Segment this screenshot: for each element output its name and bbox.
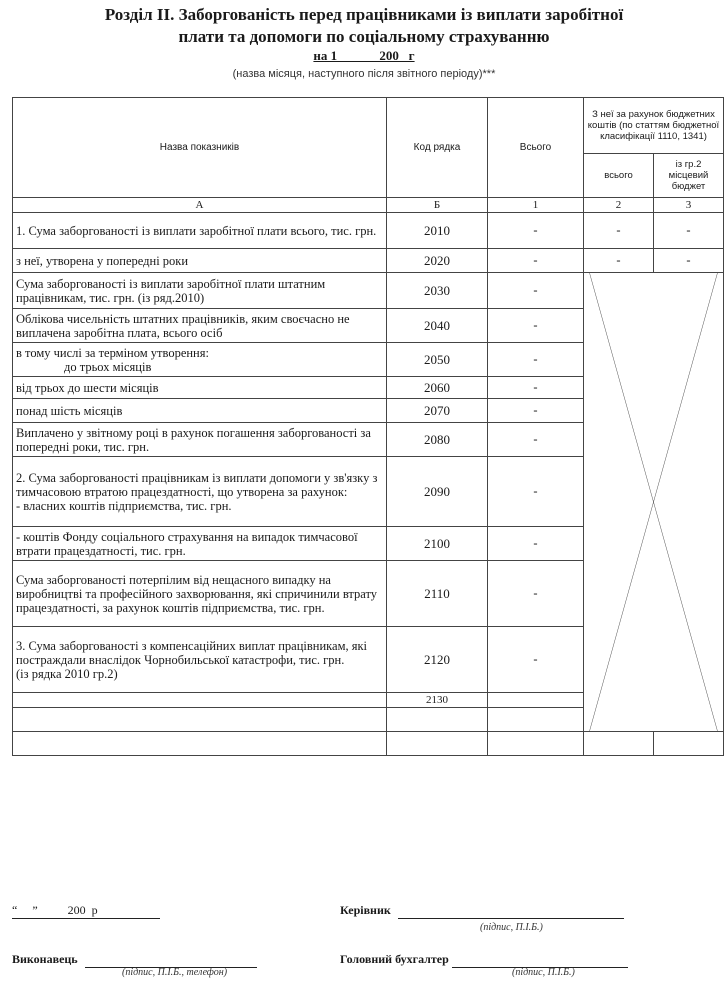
row-name-part: 2. Сума заборгованості працівникам із виплати допомоги у зв'язку з тимчасовою втратою працездатності, що утворена за рахунок: xyxy=(16,470,378,499)
row-total: - xyxy=(488,423,584,457)
empty-cell xyxy=(13,708,387,732)
accountant-label: Головний бухгалтер xyxy=(340,952,449,966)
row-name xyxy=(13,627,387,693)
row-code: 2090 xyxy=(387,457,488,527)
date-note: (назва місяця, наступного після звітного періоду)*** xyxy=(232,68,496,80)
row-total: - xyxy=(488,249,584,273)
row-name: понад шість місяців xyxy=(13,399,387,423)
row-code: 2020 xyxy=(387,249,488,273)
col-header-budget-local: із гр.2 місцевий бюджет xyxy=(654,154,724,198)
col-header-code: Код рядка xyxy=(387,98,488,198)
empty-cell xyxy=(387,732,488,756)
row-code: 2100 xyxy=(387,527,488,561)
executor-caption: (підпис, П.І.Б., телефон) xyxy=(122,967,228,978)
row-code: 2050 xyxy=(387,343,488,377)
col-letter: Б xyxy=(387,198,488,213)
footer-date xyxy=(12,903,160,919)
executor-signature xyxy=(12,952,257,968)
row-name-part: 3. Сума заборгованості з компенсаційних виплат працівникам, які постраждали внаслідок Чорнобильської катастрофи, тис. грн. xyxy=(16,638,368,667)
accountant-sign-line xyxy=(452,952,628,968)
table-row xyxy=(13,273,724,309)
row-budget-all: - xyxy=(584,213,654,249)
date-field: “ ” 200 р xyxy=(12,903,160,919)
column-letters-row xyxy=(13,198,724,213)
empty-cell xyxy=(13,732,387,756)
section-title-line1: Розділ II. Заборгованість перед працівниками із виплати заробітної xyxy=(104,5,624,24)
col-header-total: Всього xyxy=(488,98,584,198)
col-header-name: Назва показників xyxy=(13,98,387,198)
crossed-out-cell xyxy=(584,273,724,732)
row-total: - xyxy=(488,527,584,561)
row-name: від трьох до шести місяців xyxy=(13,377,387,399)
table-row xyxy=(13,213,724,249)
row-budget-local: - xyxy=(654,249,724,273)
director-caption: (підпис, П.І.Б.) xyxy=(480,922,543,933)
col-letter: 1 xyxy=(488,198,584,213)
row-code: 2040 xyxy=(387,309,488,343)
empty-cell xyxy=(654,732,724,756)
row-name: з неї, утворена у попередні роки xyxy=(13,249,387,273)
cross-mark xyxy=(584,273,723,731)
row-total: - xyxy=(488,273,584,309)
row-code: 2010 xyxy=(387,213,488,249)
row-name xyxy=(13,457,387,527)
col-letter: 3 xyxy=(654,198,724,213)
row-name: 1. Сума заборгованості із виплати заробітної плати всього, тис. грн. xyxy=(13,213,387,249)
col-header-budget-all: всього xyxy=(584,154,654,198)
row-name: - коштів Фонду соціального страхування на випадок тимчасової втрати працездатності, тис. грн. xyxy=(13,527,387,561)
row-name: Облікова чисельність штатних працівників, яким своєчасно не виплачена заробітна плата, всього осіб xyxy=(13,309,387,343)
row-code: 2110 xyxy=(387,561,488,627)
row-code: 2120 xyxy=(387,627,488,693)
row-name: Сума заборгованості із виплати заробітної плати штатним працівникам, тис. грн. (із ряд.2010) xyxy=(13,273,387,309)
row-name-part: - власних коштів підприємства, тис. грн. xyxy=(16,498,232,513)
empty-cell xyxy=(488,708,584,732)
row-total: - xyxy=(488,377,584,399)
director-signature xyxy=(340,903,624,919)
row-budget-local: - xyxy=(654,213,724,249)
row-name-part: в тому числі за терміном утворення: xyxy=(16,345,209,360)
director-label: Керівник xyxy=(340,903,391,917)
row-name: Сума заборгованості потерпілим від нещасного випадку на виробництві та професійного захворювання, які спричинили втрату працездатності, за рахунок коштів підприємства, тис. грн. xyxy=(13,561,387,627)
empty-cell xyxy=(584,732,654,756)
row-total: - xyxy=(488,399,584,423)
row-total: - xyxy=(488,213,584,249)
table-row-empty xyxy=(13,732,724,756)
executor-sign-line xyxy=(85,952,257,968)
table-row xyxy=(13,249,724,273)
director-sign-line xyxy=(398,903,624,919)
row-name-part: (із рядка 2010 гр.2) xyxy=(16,666,118,681)
row-code: 2060 xyxy=(387,377,488,399)
row-total: - xyxy=(488,343,584,377)
row-name xyxy=(13,343,387,377)
row-code: 2130 xyxy=(387,693,488,708)
row-total: - xyxy=(488,309,584,343)
accountant-signature xyxy=(340,952,628,968)
empty-cell xyxy=(488,732,584,756)
row-total: - xyxy=(488,561,584,627)
executor-label: Виконавець xyxy=(12,952,78,966)
accountant-caption: (підпис, П.І.Б.) xyxy=(512,967,575,978)
section-title xyxy=(0,4,728,48)
row-name xyxy=(13,693,387,708)
row-name-part: до трьох місяців xyxy=(64,359,152,374)
col-letter: А xyxy=(13,198,387,213)
row-name: Виплачено у звітному році в рахунок погашення заборгованості за попередні роки, тис. грн. xyxy=(13,423,387,457)
date-line: на 1 ______200 _г xyxy=(313,48,415,63)
debt-table xyxy=(12,97,724,756)
empty-cell xyxy=(387,708,488,732)
row-code: 2030 xyxy=(387,273,488,309)
row-budget-all: - xyxy=(584,249,654,273)
row-total: - xyxy=(488,627,584,693)
row-code: 2080 xyxy=(387,423,488,457)
col-letter: 2 xyxy=(584,198,654,213)
section-title-line2: плати та допомоги по соціальному страхуванню xyxy=(178,27,550,46)
row-code: 2070 xyxy=(387,399,488,423)
col-header-budget-group: З неї за рахунок бюджетних коштів (по статтям бюджетної класифікації 1110, 1341) xyxy=(584,98,724,154)
row-total: - xyxy=(488,457,584,527)
row-total xyxy=(488,693,584,708)
